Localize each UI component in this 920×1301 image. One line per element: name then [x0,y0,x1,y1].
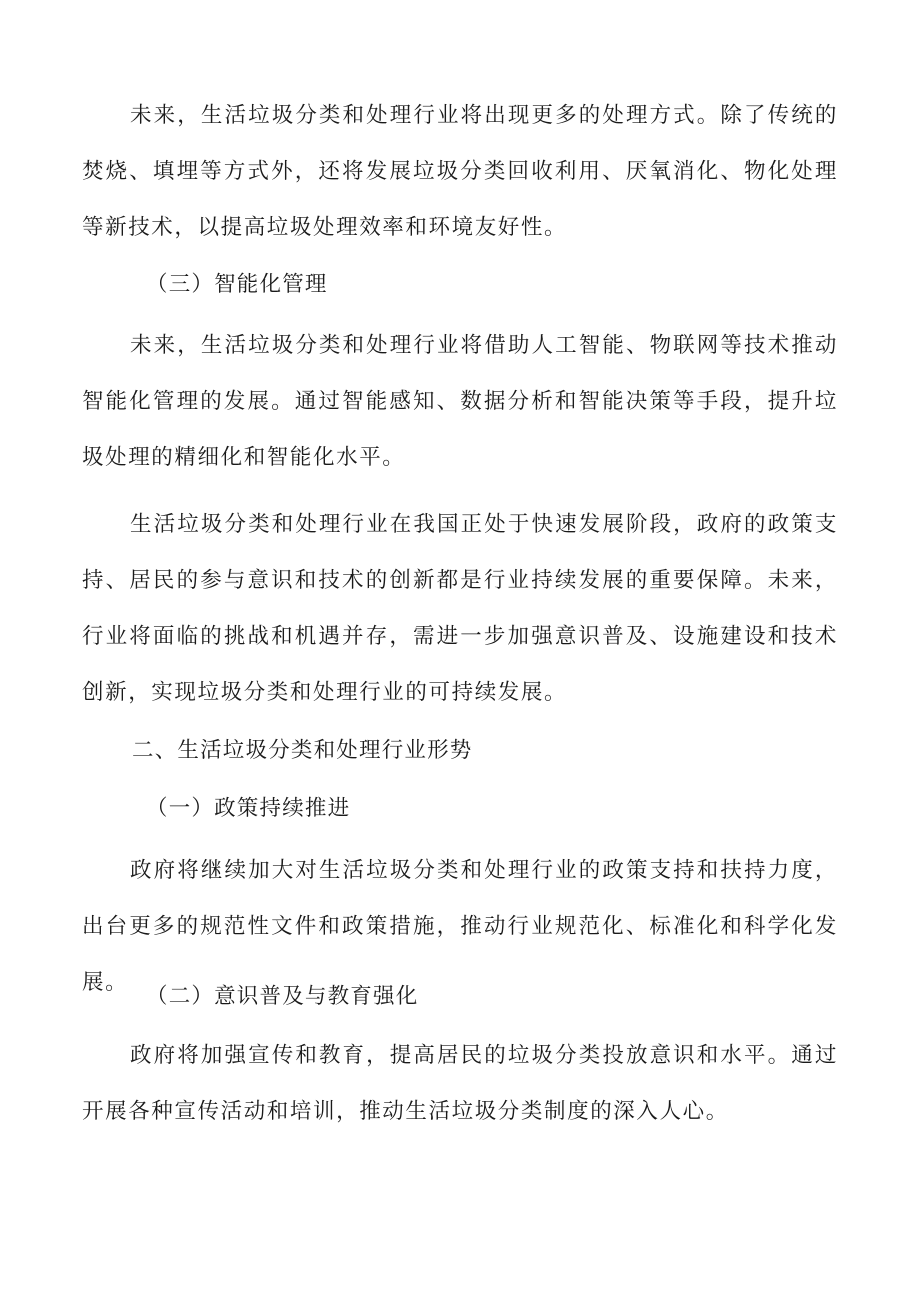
paragraph-policy-advancement: 政府将继续加大对生活垃圾分类和处理行业的政策支持和扶持力度，出台更多的规范性文件和政策措施，推动行业规范化、标准化和科学化发展。 [82,858,838,995]
paragraph-processing-methods: 未来，生活垃圾分类和处理行业将出现更多的处理方式。除了传统的焚烧、填埋等方式外，还将发展垃圾分类回收利用、厌氧消化、物化处理等新技术，以提高垃圾处理效率和环境友好性。 [82,103,838,240]
paragraph-smart-management: 未来，生活垃圾分类和处理行业将借助人工智能、物联网等技术推动智能化管理的发展。通过智能感知、数据分析和智能决策等手段，提升垃圾处理的精细化和智能化水平。 [82,333,838,470]
subheading-awareness-education: （二）意识普及与教育强化 [146,984,419,1009]
paragraph-industry-summary: 生活垃圾分类和处理行业在我国正处于快速发展阶段，政府的政策支持、居民的参与意识和技术的创新都是行业持续发展的重要保障。未来，行业将面临的挑战和机遇并存，需进一步加强意识普及、设施建设和技术创新，实现垃圾分类和处理行业的可持续发展。 [82,512,838,705]
paragraph-awareness-education: 政府将加强宣传和教育，提高居民的垃圾分类投放意识和水平。通过开展各种宣传活动和培训，推动生活垃圾分类制度的深入人心。 [82,1043,838,1124]
subheading-policy-advancement: （一）政策持续推进 [146,796,351,821]
subheading-smart-management: （三）智能化管理 [146,272,328,297]
section-heading-industry-situation: 二、生活垃圾分类和处理行业形势 [132,738,473,763]
